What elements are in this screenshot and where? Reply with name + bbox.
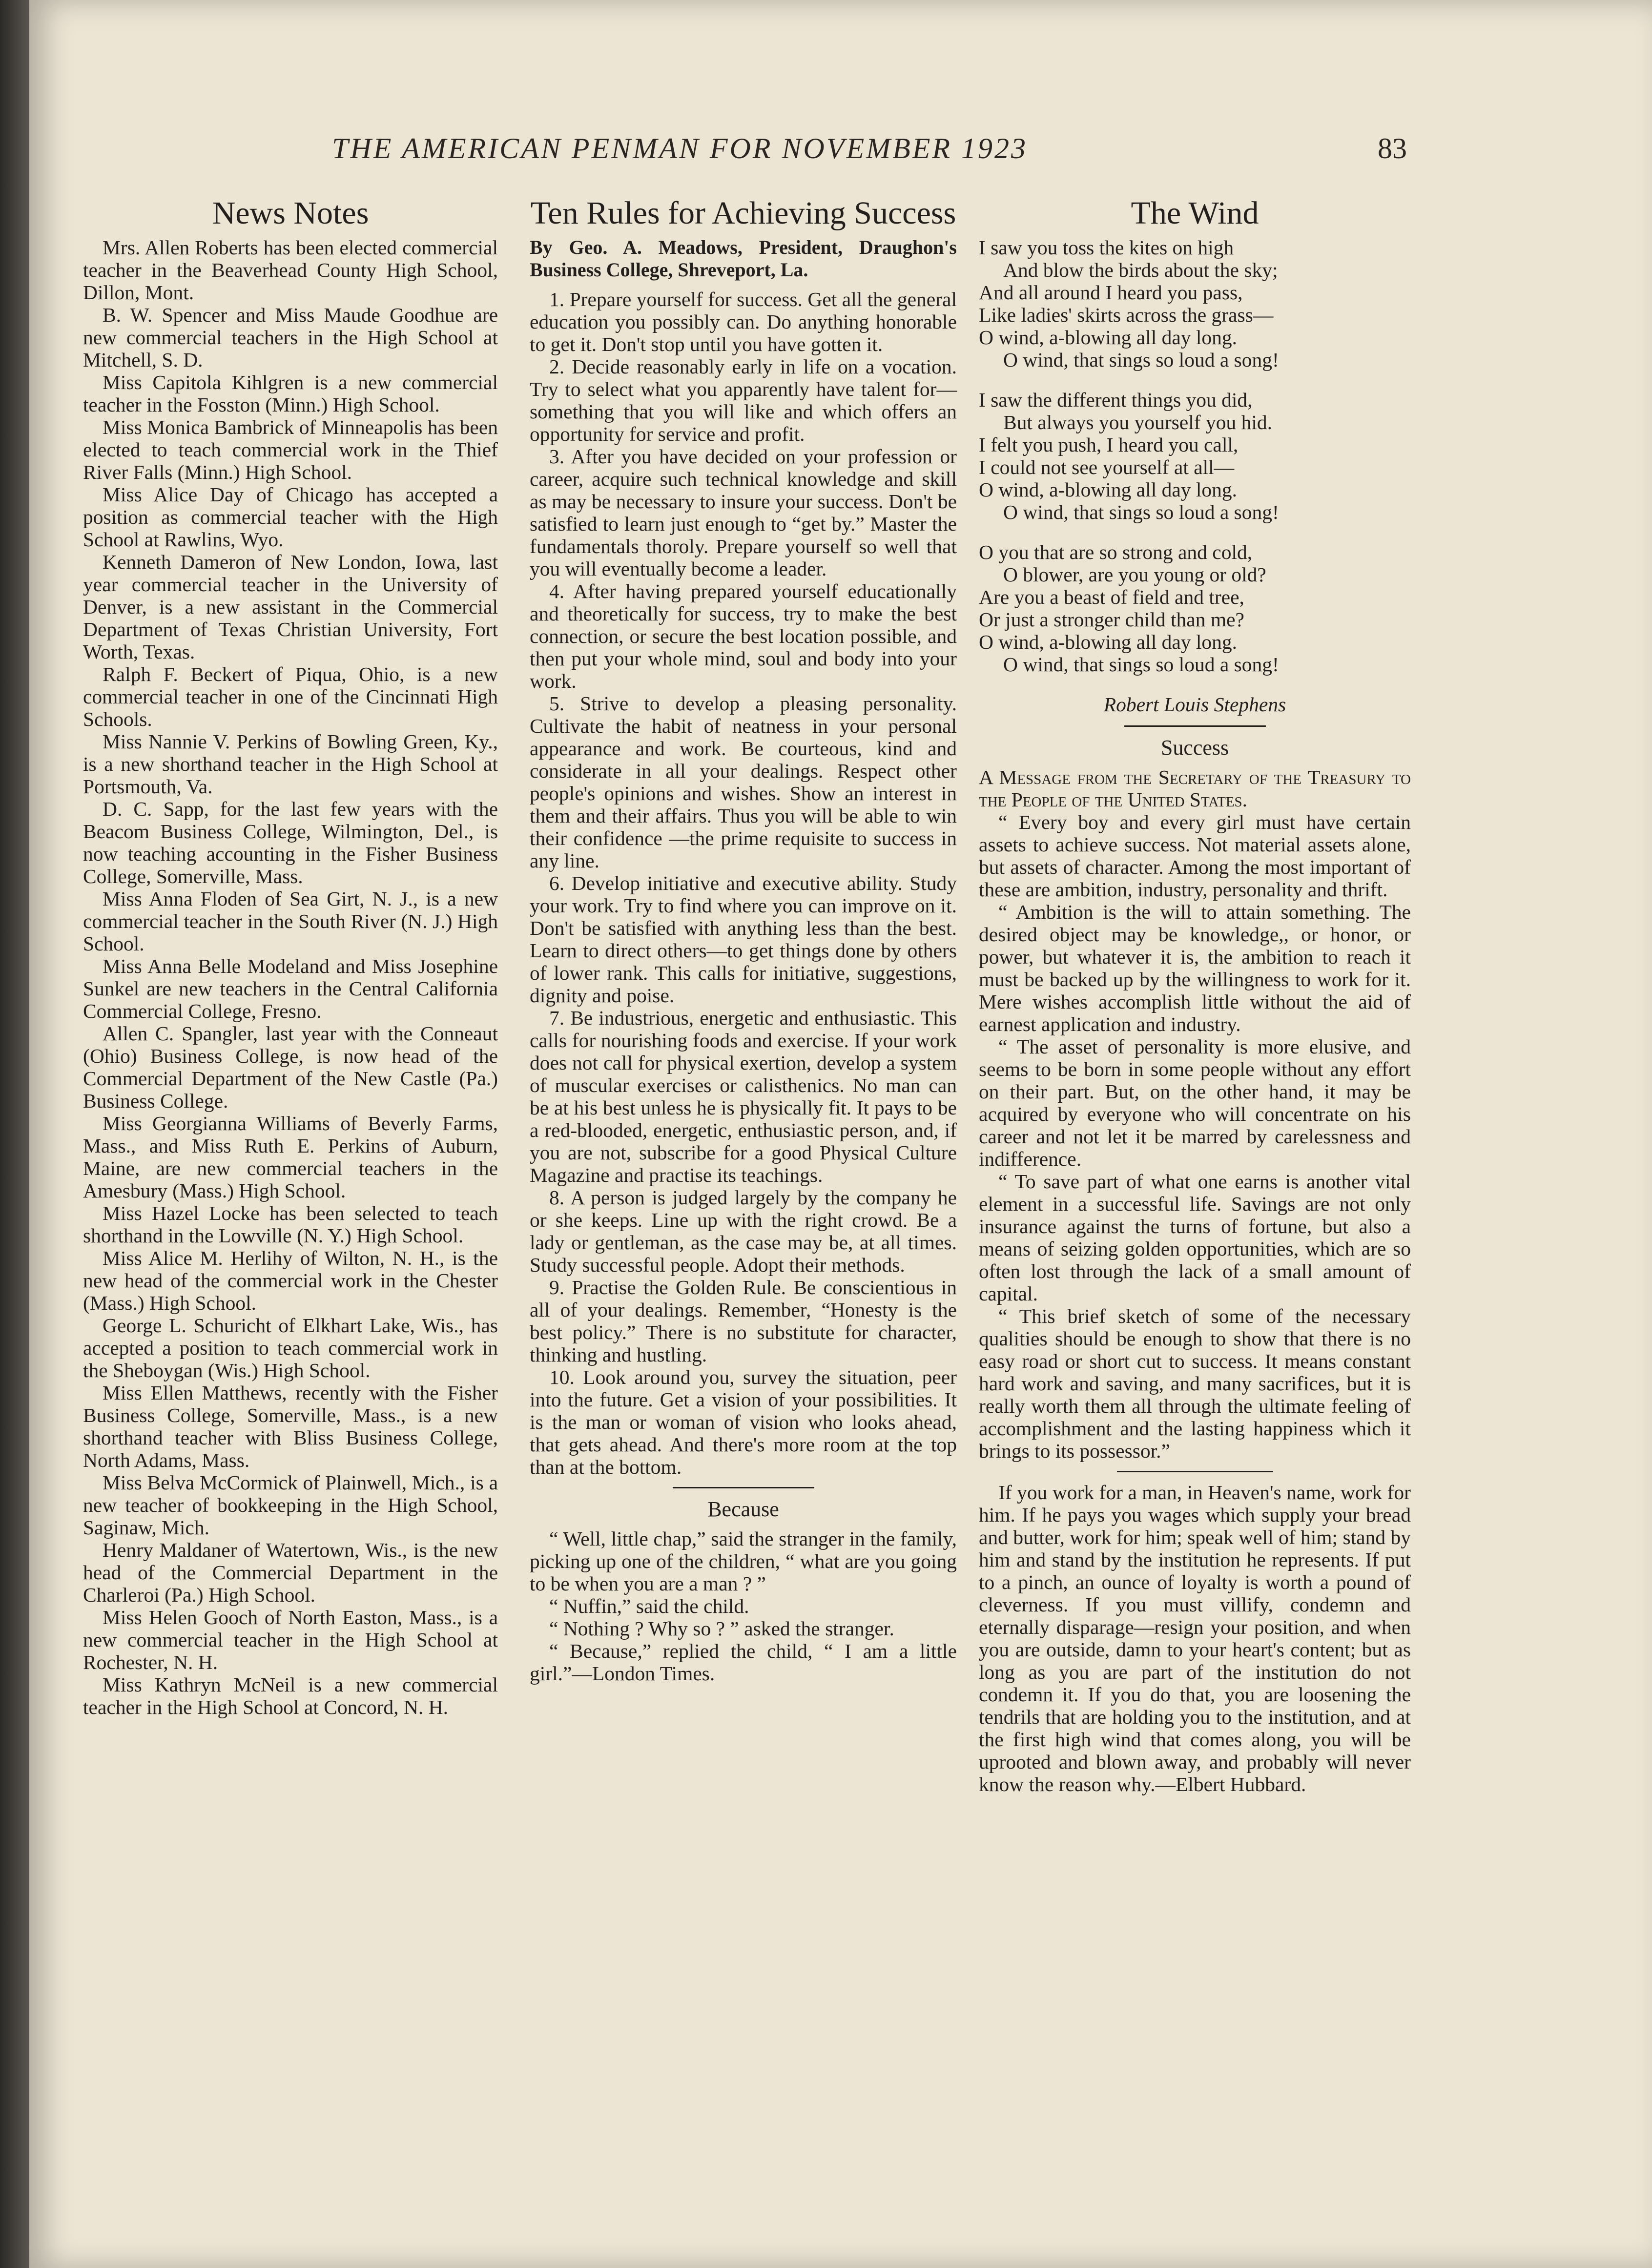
poem-line: O you that are so strong and cold, xyxy=(979,541,1253,563)
poem-line: And blow the birds about the sky; xyxy=(1003,259,1278,281)
news-note-item: Miss Georgianna Williams of Beverly Farms, Mass., and Miss Ruth E. Perkins of Auburn, Maine, are new commercial teachers in the Amesbury (Mass.) High School. xyxy=(83,1112,498,1202)
news-note-item: George L. Schuricht of Elkhart Lake, Wis., has accepted a position to teach commercial work in the Sheboygan (Wis.) High School. xyxy=(83,1314,498,1381)
because-paragraph: “ Well, little chap,” said the stranger in the family, picking up one of the children, “ what are you going to be when you are a man ? ” xyxy=(530,1527,957,1595)
news-notes-list xyxy=(83,236,498,1718)
ten-rules-list xyxy=(530,288,957,1478)
poem-line: O wind, a-blowing all day long. xyxy=(979,326,1238,349)
because-title: Because xyxy=(707,1497,779,1521)
poem-line: And all around I heard you pass, xyxy=(979,281,1243,304)
news-note-item: Miss Helen Gooch of North Easton, Mass., is a new commercial teacher in the High School at Rochester, N. H. xyxy=(83,1606,498,1673)
hubbard-quote: If you work for a man, in Heaven's name, work for him. If he pays you wages which supply your bread and butter, work for him; speak well of him; stand by him and stand by the institution he represents. If put to a pinch, an ounce of loyalty is worth a pound of cleverness. If you must villify, condemn and eternally disparage—resign your position, and when you are outside, damn to your heart's content; but as long as you are part of the institution do not condemn it. If you do that, you are loosening the tendrils that are holding you to the institution, and at the first high wind that comes along, you will be uprooted and blown away, and probably will never know the reason why.—Elbert Hubbard. xyxy=(979,1481,1411,1795)
news-note-item: Henry Maldaner of Watertown, Wis., is the new head of the Commercial Department in the Charleroi (Pa.) High School. xyxy=(83,1539,498,1606)
rule-item: 10. Look around you, survey the situation, peer into the future. Get a vision of your possibilities. It is the man or woman of vision who looks ahead, that gets ahead. And there's more room at the top than at the bottom. xyxy=(530,1366,957,1478)
news-note-item: Allen C. Spangler, last year with the Conneaut (Ohio) Business College, is now head of the Commercial Department of the New Castle (Pa.) Business College. xyxy=(83,1022,498,1112)
news-note-item: Miss Anna Belle Modeland and Miss Josephine Sunkel are new teachers in the Central California Commercial College, Fresno. xyxy=(83,955,498,1022)
rule-item: 5. Strive to develop a pleasing personality. Cultivate the habit of neatness in your personal appearance and work. Be courteous, kind and considerate in all your dealings. Respect other people's opinions and wishes. Show an interest in them and their affairs. Thus you will be able to win their confidence —the prime requisite to success in any line. xyxy=(530,692,957,872)
news-notes-title: News Notes xyxy=(212,195,369,231)
rule-item: 1. Prepare yourself for success. Get all the general education you possibly can. Do anything honorable to get it. Don't stop until you have gotten it. xyxy=(530,288,957,355)
rule-item: 4. After having prepared yourself educationally and theoretically for success, try to make the best connection, or secure the best location possible, and then put your whole mind, soul and body into your work. xyxy=(530,580,957,692)
poem-line: O wind, a-blowing all day long. xyxy=(979,478,1238,501)
news-note-item: Miss Monica Bambrick of Minneapolis has been elected to teach commercial work in the Thief River Falls (Minn.) High School. xyxy=(83,416,498,483)
rule-item: 2. Decide reasonably early in life on a vocation. Try to select what you apparently have talent for—something that you will like and which offers an opportunity for service and profit. xyxy=(530,355,957,445)
news-note-item: Miss Alice Day of Chicago has accepted a position as commercial teacher with the High School at Rawlins, Wyo. xyxy=(83,483,498,551)
news-note-item: Miss Anna Floden of Sea Girt, N. J., is a new commercial teacher in the South River (N. J.) High School. xyxy=(83,887,498,955)
because-paragraph: “ Because,” replied the child, “ I am a little girl.”—London Times. xyxy=(530,1640,957,1685)
poem-line: O wind, a-blowing all day long. xyxy=(979,631,1238,653)
news-note-item: Miss Belva McCormick of Plainwell, Mich., is a new teacher of bookkeeping in the High School, Saginaw, Mich. xyxy=(83,1471,498,1539)
ten-rules-column xyxy=(530,195,957,1685)
news-note-item: Mrs. Allen Roberts has been elected commercial teacher in the Beaverhead County High School, Dillon, Mont. xyxy=(83,236,498,304)
poem-line: O wind, that sings so loud a song! xyxy=(1003,653,1279,676)
success-paragraph: “ Every boy and every girl must have certain assets to achieve success. Not material assets alone, but assets of character. Among the most important of these are ambition, industry, personality and thrift. xyxy=(979,811,1411,901)
success-paragraph: “ This brief sketch of some of the necessary qualities should be enough to show that there is no easy road or short cut to success. It means constant hard work and saving, and many sacrifices, but it is really worth them all through the ultimate feeling of accomplishment and the lasting happiness which it brings to its possessor.” xyxy=(979,1305,1411,1462)
poem-line: I saw you toss the kites on high xyxy=(979,236,1234,259)
rule-item: 6. Develop initiative and executive ability. Study your work. Try to find where you can improve on it. Don't be satisfied with anything less than the best. Learn to direct others—to get things done by others of lower rank. This calls for initiative, suggestions, dignity and poise. xyxy=(530,872,957,1007)
poem-line: I could not see yourself at all— xyxy=(979,456,1235,478)
because-paragraph: “ Nothing ? Why so ? ” asked the stranger. xyxy=(549,1617,894,1640)
poem-line: I saw the different things you did, xyxy=(979,389,1253,411)
ten-rules-title: Ten Rules for Achieving Success xyxy=(530,195,956,231)
poem-line: Or just a stronger child than me? xyxy=(979,608,1244,631)
the-wind-poem xyxy=(979,236,1411,676)
poem-line: O wind, that sings so loud a song! xyxy=(1003,349,1279,371)
the-wind-title: The Wind xyxy=(1131,195,1259,231)
poem-stanza xyxy=(979,389,1411,523)
news-note-item: Miss Ellen Matthews, recently with the Fisher Business College, Somerville, Mass., is a new shorthand teacher with Bliss Business College, North Adams, Mass. xyxy=(83,1381,498,1471)
news-note-item: D. C. Sapp, for the last few years with the Beacom Business College, Wilmington, Del., is now teaching accounting in the Fisher Business College, Somerville, Mass. xyxy=(83,798,498,887)
success-paragraph: “ Ambition is the will to attain something. The desired object may be knowledge,, or honor, or power, but whatever it is, the ambition to reach it must be backed up by the willingness to work for it. Mere wishes accomplish little without the aid of earnest application and industry. xyxy=(979,901,1411,1035)
poem-line: Like ladies' skirts across the grass— xyxy=(979,304,1274,326)
news-note-item: Ralph F. Beckert of Piqua, Ohio, is a new commercial teacher in one of the Cincinnati High Schools. xyxy=(83,663,498,730)
rule-item: 7. Be industrious, energetic and enthusiastic. This calls for nourishing foods and exercise. If your work does not call for physical exertion, develop a system of muscular exercises or calisthenics. No man can be at his best unless he is physically fit. It pays to be a red-blooded, energetic, enthusiastic person, and, if you are not, subscribe for a good Physical Culture Magazine and practise its teachings. xyxy=(530,1007,957,1186)
news-note-item: Miss Capitola Kihlgren is a new commercial teacher in the Fosston (Minn.) High School. xyxy=(83,371,498,416)
wind-column xyxy=(979,195,1411,1795)
poem-line: O blower, are you young or old? xyxy=(1003,563,1266,586)
news-note-item: Miss Nannie V. Perkins of Bowling Green, Ky., is a new shorthand teacher in the High School at Portsmouth, Va. xyxy=(83,730,498,798)
book-spine xyxy=(0,0,29,2268)
success-intro: A Message from the Secretary of the Treasury to the People of the United States. xyxy=(979,766,1411,811)
news-note-item: B. W. Spencer and Miss Maude Goodhue are new commercial teachers in the High School at Mitchell, S. D. xyxy=(83,304,498,371)
section-divider xyxy=(673,1487,814,1488)
success-message xyxy=(979,811,1411,1462)
section-divider xyxy=(1124,725,1266,727)
because-paragraph: “ Nuffin,” said the child. xyxy=(549,1595,749,1617)
poem-stanza xyxy=(979,236,1411,371)
news-note-item: Miss Kathryn McNeil is a new commercial teacher in the High School at Concord, N. H. xyxy=(83,1673,498,1718)
section-divider xyxy=(1117,1471,1273,1472)
because-story xyxy=(530,1527,957,1685)
running-title: THE AMERICAN PENMAN FOR NOVEMBER 1923 xyxy=(332,132,1028,165)
news-notes-column xyxy=(83,195,498,1718)
news-note-item: Miss Alice M. Herlihy of Wilton, N. H., is the new head of the commercial work in the Chester (Mass.) High School. xyxy=(83,1247,498,1314)
news-note-item: Kenneth Dameron of New London, Iowa, last year commercial teacher in the University of Denver, is a new assistant in the Commercial Department of Texas Christian University, Fort Worth, Texas. xyxy=(83,551,498,663)
news-note-item: Miss Hazel Locke has been selected to teach shorthand in the Lowville (N. Y.) High School. xyxy=(83,1202,498,1247)
rule-item: 3. After you have decided on your profession or career, acquire such technical knowledge and skill as may be necessary to insure your success. Don't be satisfied to learn just enough to “get by.” Master the fundamentals thoroly. Prepare yourself so well that you will eventually become a leader. xyxy=(530,445,957,580)
poem-line: Are you a beast of field and tree, xyxy=(979,586,1244,608)
poem-stanza xyxy=(979,541,1411,676)
rule-item: 8. A person is judged largely by the company he or she keeps. Line up with the right crowd. Be a lady or gentleman, as the case may be, at all times. Study successful people. Adopt their methods. xyxy=(530,1186,957,1276)
success-paragraph: “ The asset of personality is more elusive, and seems to be born in some people without any effort on their part. But, on the other hand, it may be acquired by everyone who will concentrate on his career and not let it be marred by carelessness and indifference. xyxy=(979,1035,1411,1170)
poem-author: Robert Louis Stephens xyxy=(1103,693,1286,716)
poem-line: O wind, that sings so loud a song! xyxy=(1003,501,1279,523)
success-title: Success xyxy=(1160,736,1229,760)
poem-line: I felt you push, I heard you call, xyxy=(979,433,1239,456)
page-number: 83 xyxy=(1378,132,1407,165)
ten-rules-byline: By Geo. A. Meadows, President, Draughon's Business College, Shreveport, La. xyxy=(530,236,957,281)
rule-item: 9. Practise the Golden Rule. Be conscientious in all of your dealings. Remember, “Honesty is the best policy.” There is no substitute for character, thinking and hustling. xyxy=(530,1276,957,1366)
success-paragraph: “ To save part of what one earns is another vital element in a successful life. Savings are not only insurance against the turns of fortune, but also a means of seizing golden opportunities, which are so often lost through the lack of a small amount of capital. xyxy=(979,1170,1411,1305)
poem-line: But always you yourself you hid. xyxy=(1003,411,1272,433)
